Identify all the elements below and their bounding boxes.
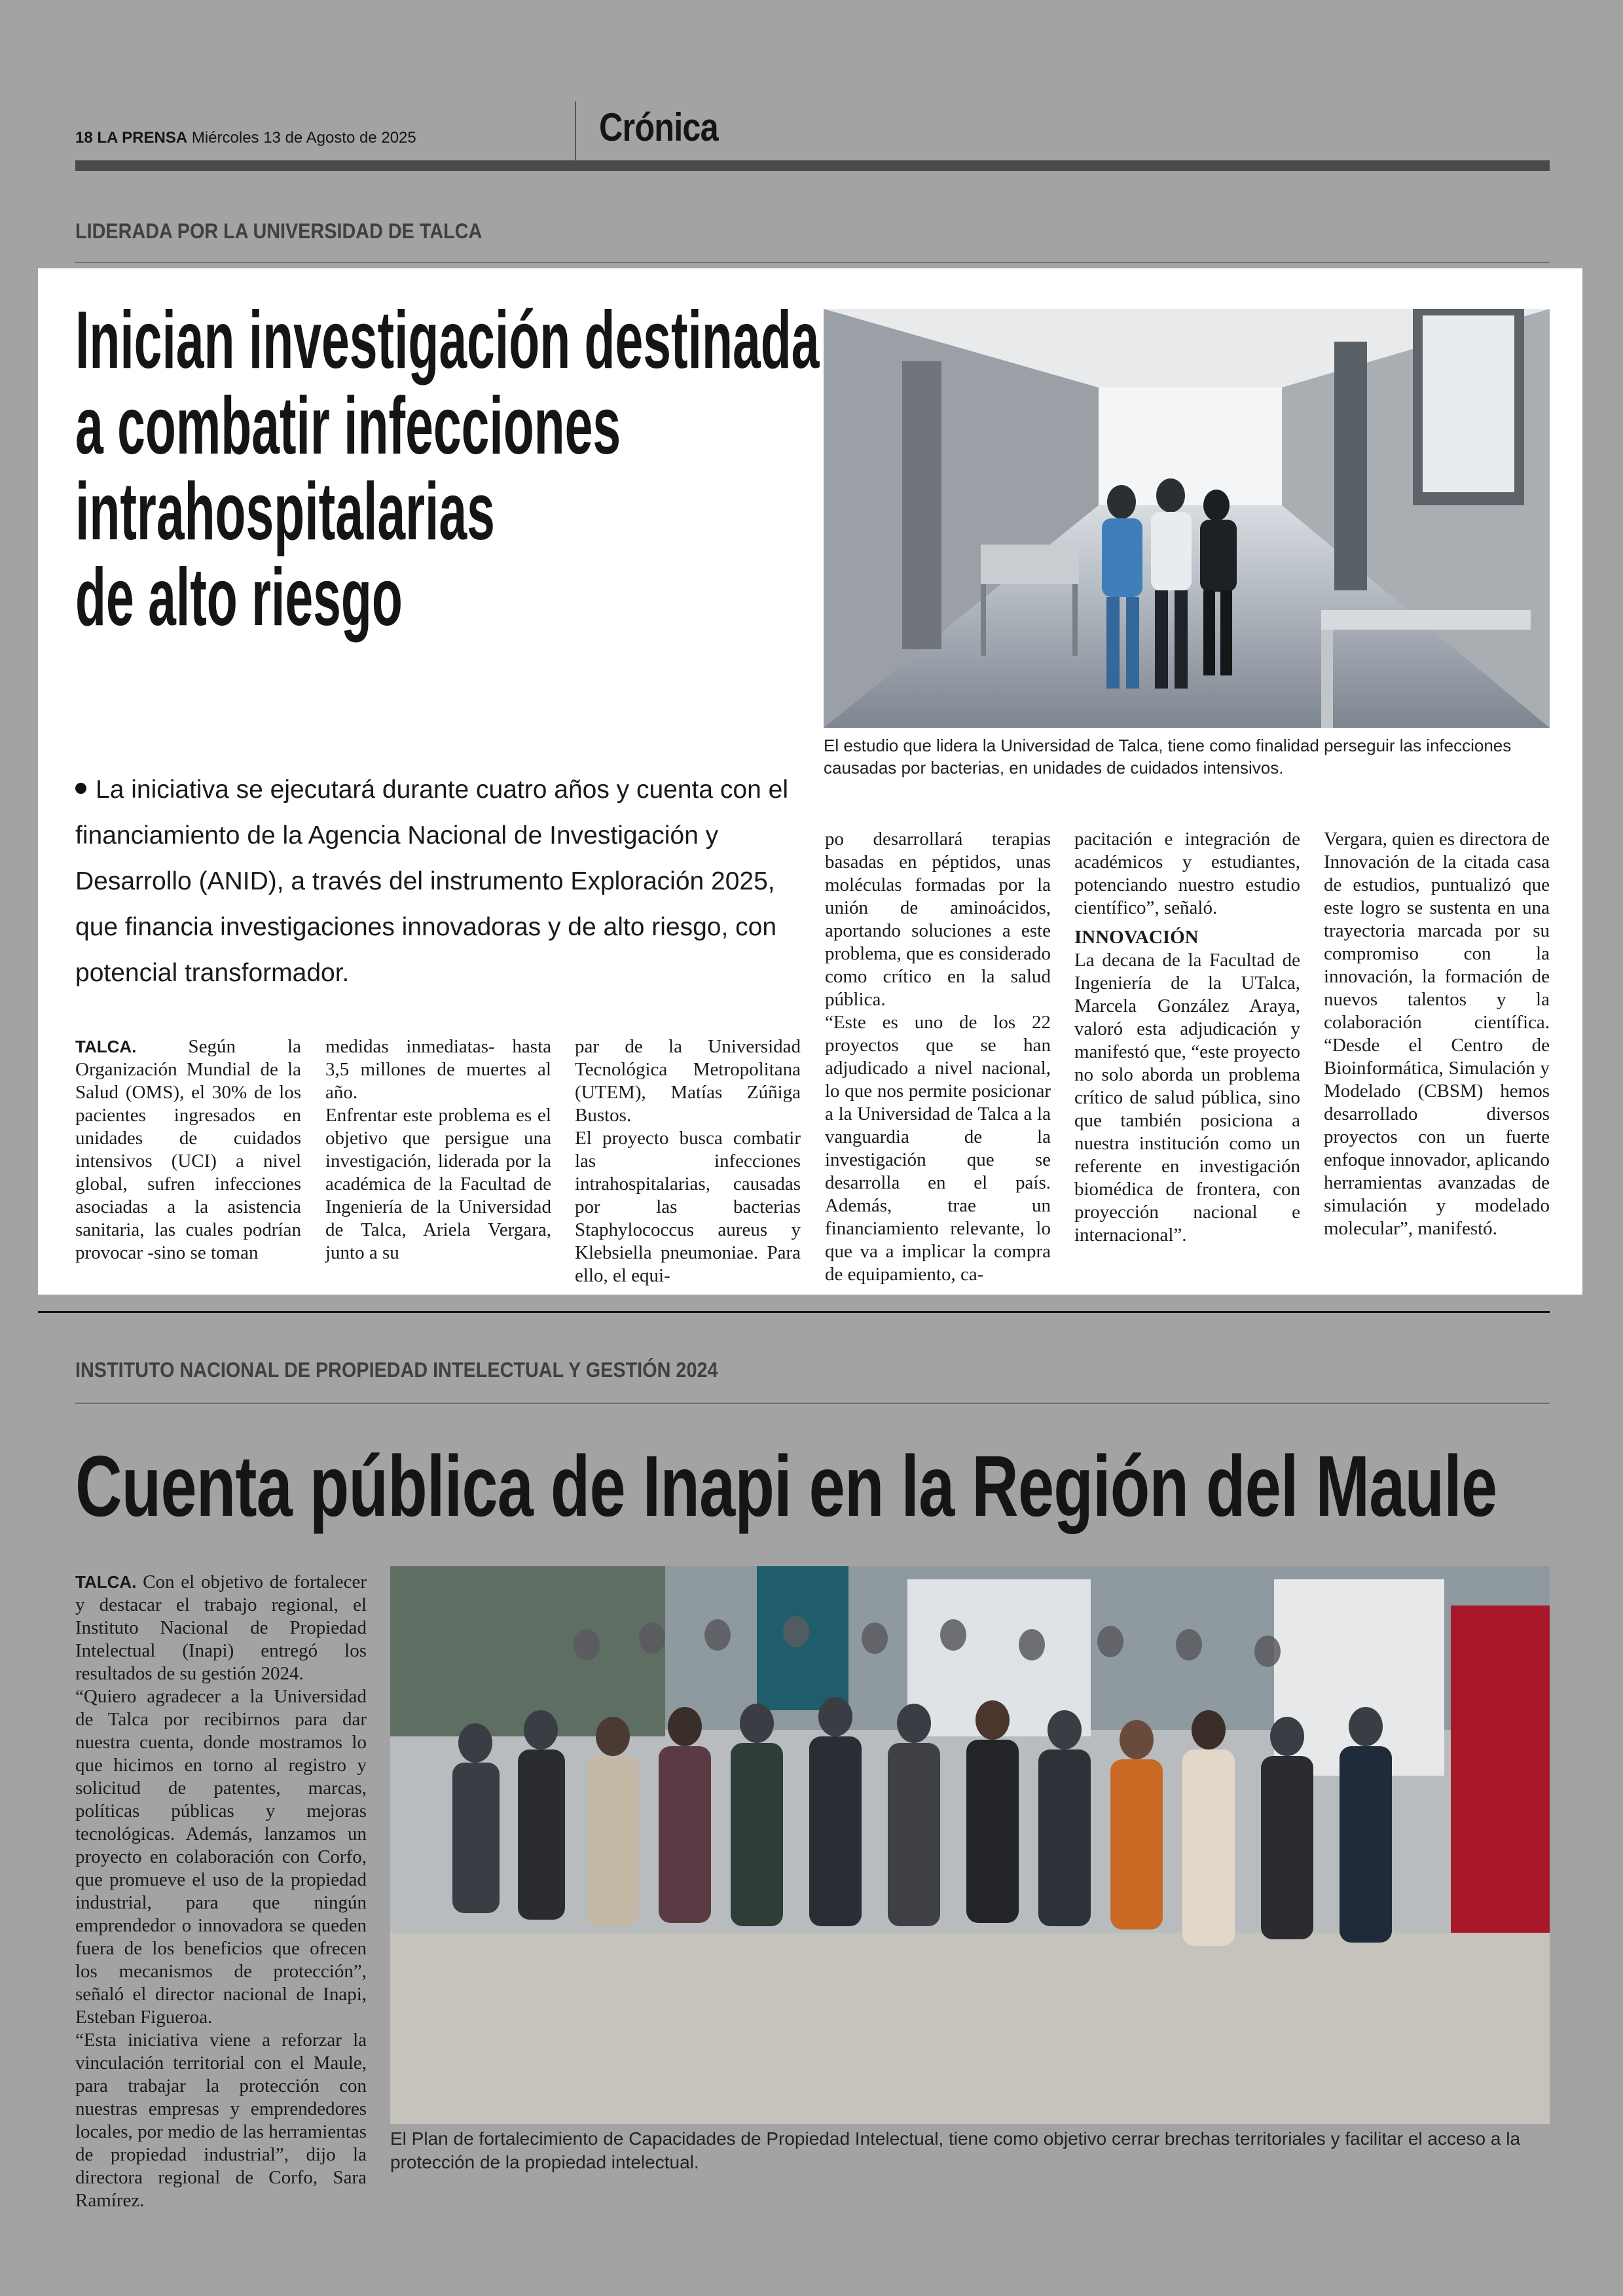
article1-column-6 (1324, 828, 1550, 1240)
article1-column-2 (325, 1035, 551, 1265)
article-separator (38, 1311, 1550, 1313)
photo1-caption: El estudio que lidera la Universidad de Talca, tiene como finalidad perseguir las infecciones causadas por bacterias, en unidades de cuidados intensivos. (824, 736, 1512, 778)
paragraph: “Esta iniciativa viene a reforzar la vinculación territorial con el Maule, para trabajar la protección con nuestras empresas y emprendedores locales, por medio de las herramientas de propiedad industrial”, dijo la directora regional de Corfo, Sara Ramírez. (75, 2030, 367, 2211)
headline-line: a combatir infecciones (75, 381, 621, 471)
paragraph: Vergara, quien es directora de Innovación de la citada casa de estudios, puntualizó que este logro se sustenta en una trayectoria marcada por su compromiso con la innovación, la formación de nuevos talentos y la colaboración científica. “Desde el Centro de Bioinformática, Simulación y Modelado (CBSM) hemos desarrollado diversos proyectos con un fuerte enfoque innovador, aplicando herramientas avanzadas de simulación y modelado molecular”, manifestó. (1324, 829, 1550, 1239)
header-bar (75, 160, 1550, 171)
article1-column-4 (825, 828, 1051, 1286)
paragraph: Con el objetivo de fortalecer y destacar el trabajo regional, el Instituto Nacional de Propiedad Intelectual (Inapi) entregó los resultados de su gestión 2024. (75, 1571, 367, 1684)
paragraph: par de la Universidad Tecnológica Metropolitana (UTEM), Matías Zúñiga Bustos. (575, 1036, 801, 1126)
page-folio (75, 129, 416, 147)
paragraph: medidas inmediatas- hasta 3,5 millones de muertes al año. (325, 1036, 551, 1103)
dateline: TALCA. (75, 1572, 137, 1592)
group-photo (390, 1566, 1550, 2124)
section-name: Crónica (599, 105, 718, 149)
bullet-icon (75, 783, 86, 794)
article1-kicker: LIDERADA POR LA UNIVERSIDAD DE TALCA (75, 219, 483, 243)
article1-headline (75, 295, 820, 643)
dateline: TALCA. (75, 1037, 137, 1056)
paragraph: El proyecto busca combatir las infecciones intrahospitalarias, causadas por las bacterias Staphylococcus aureus y Klebsiella pneumoniae. Para ello, el equi- (575, 1128, 801, 1286)
article1-column-1 (75, 1035, 301, 1265)
header-divider (575, 101, 576, 160)
hospital-corridor-photo (824, 309, 1550, 728)
article2-headline: Cuenta pública de Inapi en la Región del Maule (75, 1438, 1497, 1534)
article2-kicker: INSTITUTO NACIONAL DE PROPIEDAD INTELECTUAL Y GESTIÓN 2024 (75, 1358, 718, 1382)
column-text: Según la Organización Mundial de la Salud (OMS), el 30% de los pacientes ingresados en unidades de cuidados intensivos (UCI) a nivel global, sufren infecciones asociadas a la asistencia sanitaria, las cuales podrían provocar -sino se toman (75, 1036, 301, 1263)
paragraph: po desarrollará terapias basadas en péptidos, unas moléculas formadas por la unión de aminoácidos, aportando soluciones a este problema, que es considerado como crítico en la salud pública. (825, 829, 1051, 1010)
issue-date: Miércoles 13 de Agosto de 2025 (191, 129, 416, 147)
article1-column-3 (575, 1035, 801, 1287)
article1-deck (75, 767, 805, 996)
paragraph: pacitación e integración de académicos y estudiantes, potenciando nuestro estudio científico”, señaló. (1074, 829, 1300, 918)
paragraph: “Este es uno de los 22 proyectos que se han adjudicado a nivel nacional, lo que nos permite posicionar a la Universidad de Talca a la vanguardia de la investigación que se desarrolla en el país. Además, trae un financiamiento relevante, lo que va a implicar la compra de equipamiento, ca- (825, 1012, 1051, 1285)
page-number: 18 (75, 129, 93, 147)
headline-line: de alto riesgo (75, 552, 403, 643)
article1-column-5 (1074, 828, 1300, 1247)
kicker-rule (75, 1403, 1550, 1404)
paragraph: La decana de la Facultad de Ingeniería de la UTalca, Marcela González Araya, valoró esta adjudicación y manifestó que, “este proyecto no solo aborda un problema crítico de salud pública, sino que también posiciona a nuestra institución como un referente en investigación biomédica de frontera, con proyección nacional e internacional”. (1074, 950, 1300, 1246)
photo2-caption: El Plan de fortalecimiento de Capacidades de Propiedad Intelectual, tiene como objetivo cerrar brechas territoriales y facilitar el acceso a la protección de la propiedad intelectual. (390, 2128, 1521, 2172)
headline-line: Inician investigación destinada (75, 295, 820, 386)
headline-line: intrahospitalarias (75, 467, 495, 557)
paragraph: Enfrentar este problema es el objetivo que persigue una investigación, liderada por la académica de la Facultad de Ingeniería de la Universidad de Talca, Ariela Vergara, junto a su (325, 1105, 551, 1263)
article2-column (75, 1571, 367, 2212)
paragraph: “Quiero agradecer a la Universidad de Talca por recibirnos para dar nuestra cuenta, donde mostramos lo que hicimos en torno al registro y solicitud de patentes, marcas, políticas públicas y mejoras tecnológicas. Además, lanzamos un proyecto en colaboración con Corfo, que promueve el uso de la propiedad industrial, para que ningún emprendedor o innovadora se queden fuera de los beneficios que ofrecen los mecanismos de protección”, señaló el director nacional de Inapi, Esteban Figueroa. (75, 1686, 367, 2028)
publication-name: LA PRENSA (97, 129, 188, 147)
subheading: INNOVACIÓN (1074, 927, 1199, 948)
deck-text: La iniciativa se ejecutará durante cuatro años y cuenta con el financiamiento de la Agencia Nacional de Investigación y Desarrollo (ANID), a través del instrumento Exploración 2025, que financia investigaciones innovadoras y de alto riesgo, con potencial transformador. (75, 776, 788, 987)
kicker-rule (75, 262, 1550, 263)
